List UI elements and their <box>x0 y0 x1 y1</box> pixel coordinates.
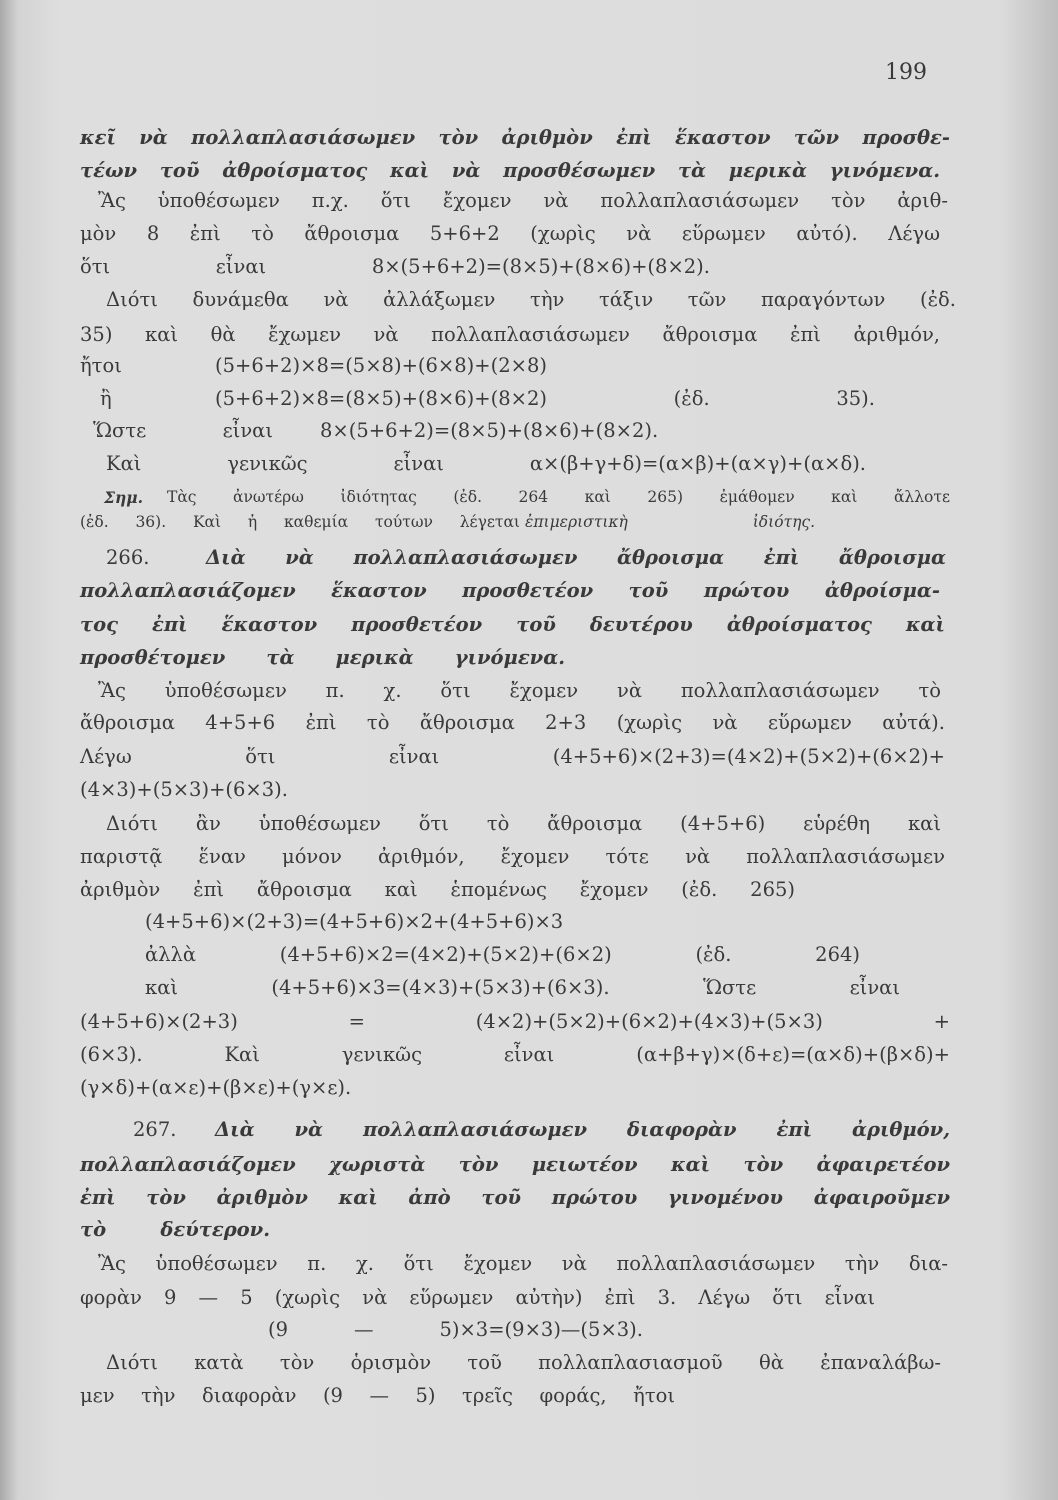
text-line: παριστᾷ ἕναν μόνον ἀριθμόν, ἔχομεν τότε νὰ πολλαπλασιάσωμεν <box>80 845 945 868</box>
text-line: (5+6+2)×8=(5×8)+(6×8)+(2×8) <box>215 354 547 377</box>
text-line: (5+6+2)×8=(8×5)+(8×6)+(8×2) (ἐδ. 35). <box>215 387 875 410</box>
text-line: Τὰς ἀνωτέρω ἰδιότητας (ἐδ. 264 καὶ 265) ἐμάθομεν καὶ ἄλλοτε <box>167 488 950 506</box>
text-line: ἄθροισμα 4+5+6 ἐπὶ τὸ ἄθροισμα 2+3 (χωρὶς νὰ εὕρωμεν αὐτά). <box>80 711 945 734</box>
text-line: (6×3). Καὶ γενικῶς εἶναι (α+β+γ)×(δ+ε)=(α×δ)+(β×δ)+ <box>80 1043 950 1066</box>
text-line: ἀλλὰ (4+5+6)×2=(4×2)+(5×2)+(6×2) (ἐδ. 264) <box>145 943 860 966</box>
text-line: Διότι δυνάμεθα νὰ ἀλλάξωμεν τὴν τάξιν τῶν παραγόντων (ἐδ. <box>106 288 956 311</box>
text-line: (γ×δ)+(α×ε)+(β×ε)+(γ×ε). <box>80 1076 352 1099</box>
text-line: 266. <box>106 546 150 569</box>
text-line: (4+5+6)×(2+3)=(4+5+6)×2+(4+5+6)×3 <box>145 910 564 933</box>
text-line: (ἐδ. 36). Καὶ ἡ καθεμία τούτων λέγεται <box>80 513 520 531</box>
text-line: πολλαπλασιάζομεν χωριστὰ τὸν μειωτέον καὶ τὸν ἀφαιρετέον <box>80 1153 950 1176</box>
text-line: τέων τοῦ ἀθροίσματος καὶ νὰ προσθέσωμεν τὰ μερικὰ γινόμενα. <box>80 159 940 182</box>
text-line: Διὰ νὰ πολλαπλασιάσωμεν ἄθροισμα ἐπὶ ἄθροισμα <box>206 546 946 569</box>
text-line: (9 — 5)×3=(9×3)—(5×3). <box>268 1318 643 1341</box>
text-line: ἤτοι <box>80 354 122 377</box>
text-line: Λέγω ὅτι εἶναι (4+5+6)×(2+3)=(4×2)+(5×2)+(6×2)+ <box>80 745 945 768</box>
text-line: ἐπὶ τὸν ἀριθμὸν καὶ ἀπὸ τοῦ πρώτου γινομένου ἀφαιροῦμεν <box>80 1186 950 1209</box>
text-line: μεν τὴν διαφορὰν (9 — 5) τρεῖς φοράς, ἤτοι <box>80 1384 675 1407</box>
page-number: 199 <box>885 60 927 85</box>
text-line: (4×3)+(5×3)+(6×3). <box>80 778 288 801</box>
text-line: Διὰ νὰ πολλαπλασιάσωμεν διαφορὰν ἐπὶ ἀριθμόν, <box>215 1118 950 1141</box>
text-line: τος ἐπὶ ἕκαστον προσθετέον τοῦ δευτέρου ἀθροίσματος καὶ <box>80 613 945 636</box>
text-line: ὅτι εἶναι 8×(5+6+2)=(8×5)+(8×6)+(8×2). <box>80 255 710 278</box>
text-line: Ἂς ὑποθέσωμεν π. χ. ὅτι ἔχομεν νὰ πολλαπλασιάσωμεν τὸ <box>98 679 941 702</box>
text-line: φορὰν 9 — 5 (χωρὶς νὰ εὕρωμεν αὐτὴν) ἐπὶ 3. Λέγω ὅτι εἶναι <box>80 1286 875 1309</box>
text-line: ἀριθμὸν ἐπὶ ἄθροισμα καὶ ἑπομένως ἔχομεν (ἐδ. 265) <box>80 878 795 901</box>
text-line: 35) καὶ θὰ ἔχωμεν νὰ πολλαπλασιάσωμεν ἄθροισμα ἐπὶ ἀριθμόν, <box>80 323 940 346</box>
text-line: κεῖ νὰ πολλαπλασιάσωμεν τὸν ἀριθμὸν ἐπὶ ἕκαστον τῶν προσθε- <box>80 126 950 149</box>
text-line: τὸ δεύτερον. <box>80 1218 270 1241</box>
text-line: Ὥστε εἶναι <box>93 419 273 442</box>
text-line: καὶ (4+5+6)×3=(4×3)+(5×3)+(6×3). Ὥστε εἶναι <box>145 976 900 999</box>
text-line: (4+5+6)×(2+3) = (4×2)+(5×2)+(6×2)+(4×3)+(5×3) + <box>80 1010 950 1033</box>
text-line: 8×(5+6+2)=(8×5)+(8×6)+(8×2). <box>320 419 659 442</box>
text-line: Διότι κατὰ τὸν ὁρισμὸν τοῦ πολλαπλασιασμοῦ θὰ ἐπαναλάβω- <box>106 1351 941 1374</box>
text-line: Διότι ἂν ὑποθέσωμεν ὅτι τὸ ἄθροισμα (4+5+6) εὑρέθη καὶ <box>106 812 941 835</box>
text-line: Ἂς ὑποθέσωμεν π.χ. ὅτι ἔχομεν νὰ πολλαπλασιάσωμεν τὸν ἀριθ- <box>98 189 948 212</box>
text-line: προσθέτομεν τὰ μερικὰ γινόμενα. <box>80 646 565 669</box>
text-line: Σημ. <box>104 488 143 507</box>
text-line: ἢ <box>100 387 112 410</box>
text-line: 267. <box>133 1118 177 1141</box>
text-line: μὸν 8 ἐπὶ τὸ ἄθροισμα 5+6+2 (χωρὶς νὰ εὕρωμεν αὐτό). Λέγω <box>80 222 940 245</box>
text-line: Ἂς ὑποθέσωμεν π. χ. ὅτι ἔχομεν νὰ πολλαπλασιάσωμεν τὴν δια- <box>98 1252 948 1275</box>
text-line: Καὶ γενικῶς εἶναι α×(β+γ+δ)=(α×β)+(α×γ)+(α×δ). <box>106 452 866 475</box>
text-line: ἐπιμεριστικὴ ἰδιότης. <box>525 513 815 531</box>
text-line: πολλαπλασιάζομεν ἕκαστον προσθετέον τοῦ πρώτου ἀθροίσμα- <box>80 579 940 602</box>
